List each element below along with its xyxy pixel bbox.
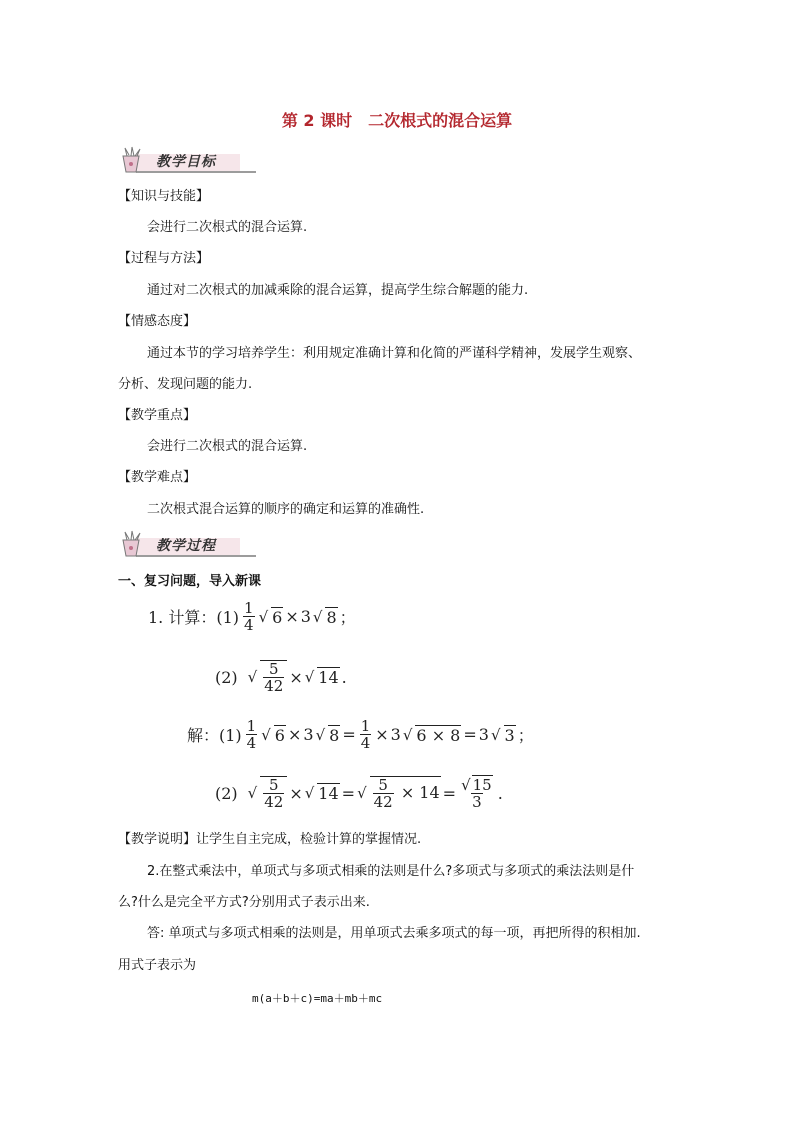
key-point-text: 会进行二次根式的混合运算.	[147, 439, 308, 454]
attitude-text-line1: 通过本节的学习培养学生：利用规定准确计算和化简的严谨科学精神，发展学生观察、	[147, 346, 642, 361]
question-2-expression: (2) √ $\frac{5}{42}$ × √ 14 .	[215, 660, 347, 695]
formula: m(a＋b＋c)=ma＋mb＋mc	[252, 992, 383, 1005]
solution-1-expression: 解：(1) $\frac{1}{4}$ √ 6 × 3 √ 8 = $\frac{1}{4}$ × 3 √ 6 × 8 = 3 √ 3 ；	[187, 717, 534, 752]
question-2-line2: 么?什么是完全平方式?分别用式子表示出来.	[118, 895, 370, 910]
fraction-one-quarter: $\frac{1}{4}$	[244, 599, 254, 634]
banner-label: 教学过程	[156, 538, 216, 554]
section-banner-goal	[118, 146, 242, 176]
pencil-cup-icon	[118, 146, 144, 174]
answer-line2: 用式子表示为	[118, 958, 197, 973]
process-heading: 【过程与方法】	[118, 251, 210, 266]
key-point-heading: 【教学重点】	[118, 408, 197, 423]
answer-line1: 答: 单项式与多项式相乘的法则是，用单项式去乘多项式的每一项，再把所得的积相加.	[147, 926, 641, 941]
difficulty-text: 二次根式混合运算的顺序的确定和运算的准确性.	[147, 502, 425, 517]
difficulty-heading: 【教学难点】	[118, 470, 197, 485]
question-2-line1: 2.在整式乘法中，单项式与多项式相乘的法则是什么?多项式与多项式的乘法法则是什	[147, 864, 635, 879]
question-1-expression: 1. 计算：(1) $\frac{1}{4}$ √ 6 × 3 √ 8 ；	[148, 599, 356, 634]
attitude-text-line2: 分析、发现问题的能力.	[118, 377, 253, 392]
section-banner-process	[118, 530, 242, 560]
question-1-label: 1. 计算：(1)	[148, 608, 240, 627]
knowledge-text: 会进行二次根式的混合运算.	[147, 220, 308, 235]
review-heading: 一、复习问题，导入新课	[118, 574, 262, 589]
page-title: 第 2 课时 二次根式的混合运算	[281, 111, 513, 130]
solution-2-expression: (2) √ $\frac{5}{42}$ × √ 14 = √ $\frac{5}{42}$ × 14 = $\frac{√ 15}{3}$ .	[215, 775, 503, 811]
banner-label: 教学目标	[156, 154, 216, 170]
knowledge-heading: 【知识与技能】	[118, 189, 210, 204]
attitude-heading: 【情感态度】	[118, 314, 197, 329]
pencil-cup-icon	[118, 530, 144, 558]
teaching-note: 【教学说明】让学生自主完成，检验计算的掌握情况.	[118, 832, 422, 847]
process-text: 通过对二次根式的加减乘除的混合运算，提高学生综合解题的能力.	[147, 283, 529, 298]
